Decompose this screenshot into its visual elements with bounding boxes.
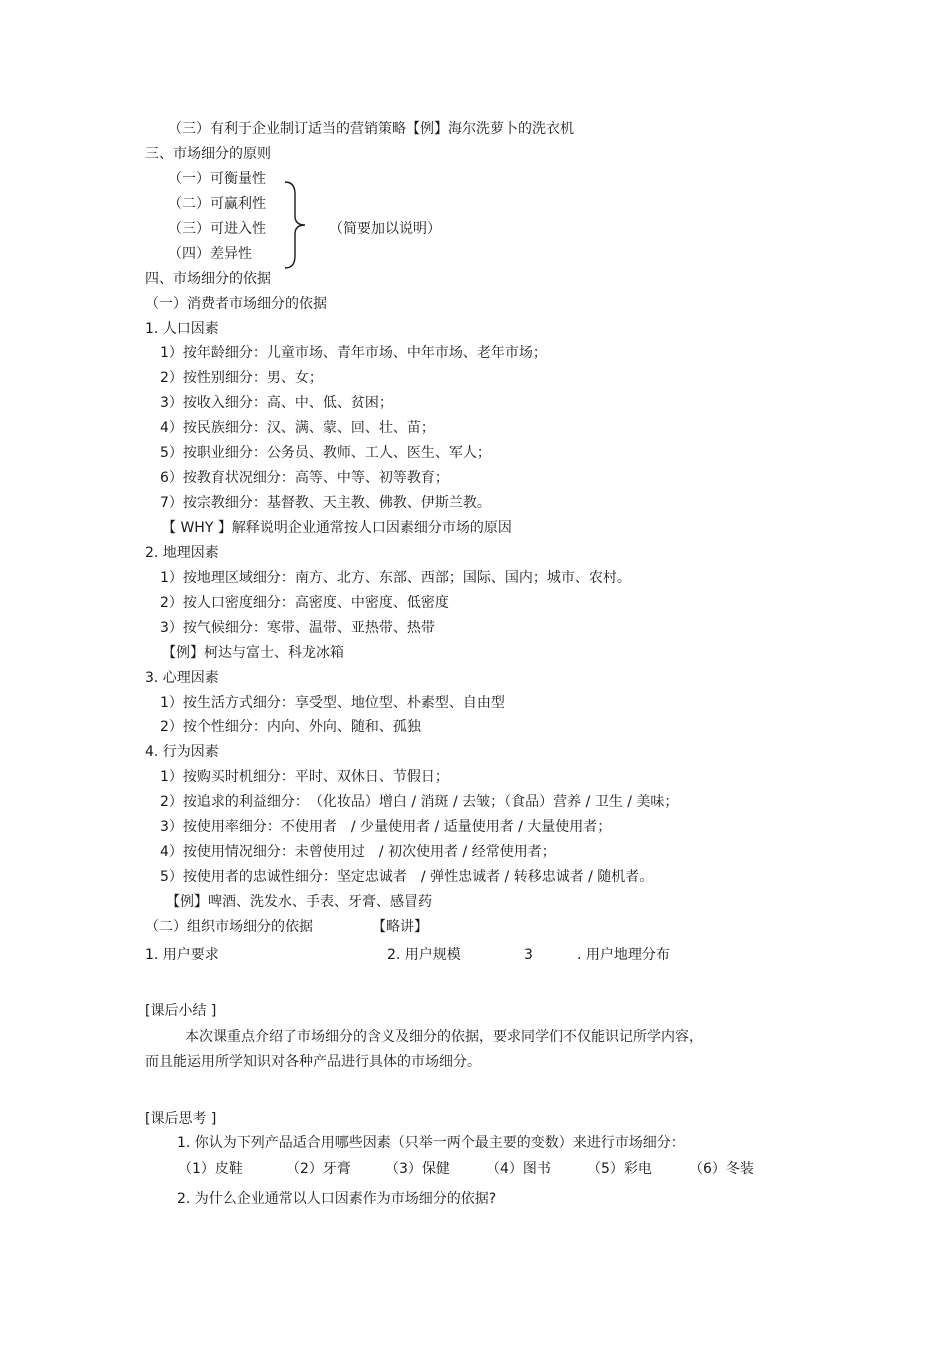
subsection-heading: （二）组织市场细分的依据 bbox=[145, 919, 313, 935]
example-note: 【例】啤酒、洗发水、手表、牙膏、感冒药 bbox=[166, 894, 432, 910]
summary-text: 本次课重点介绍了市场细分的含义及细分的依据，要求同学们不仅能识记所学内容， bbox=[185, 1029, 703, 1045]
example-note: 【例】柯达与富士、科龙冰箱 bbox=[162, 645, 344, 661]
list-item: 2）按个性细分：内向、外向、随和、孤独 bbox=[160, 719, 421, 735]
list-item: 2）按性别细分：男、女； bbox=[160, 370, 323, 386]
factor-heading: 3. 心理因素 bbox=[145, 670, 219, 686]
list-item: 1）按购买时机细分：平时、双休日、节假日； bbox=[160, 769, 449, 785]
product-option: （3）保健 bbox=[385, 1161, 450, 1177]
product-option: （4）图书 bbox=[486, 1161, 551, 1177]
section-heading: 三、市场细分的原则 bbox=[145, 146, 271, 162]
product-option: （5）彩电 bbox=[587, 1161, 652, 1177]
list-item: 3）按使用率细分：不使用者 / 少量使用者 / 适量使用者 / 大量使用者； bbox=[160, 819, 612, 835]
list-item: 2）按追求的利益细分： （化妆品）增白 / 消斑 / 去皱；（食品）营养 / 卫生 / 美味； bbox=[160, 794, 679, 810]
why-note: 【 WHY 】解释说明企业通常按人口因素细分市场的原因 bbox=[162, 520, 512, 536]
product-option: （6）冬装 bbox=[689, 1161, 754, 1177]
list-item: 1）按年龄细分：儿童市场、青年市场、中年市场、老年市场； bbox=[160, 345, 547, 361]
factor-heading: 1. 人口因素 bbox=[145, 321, 219, 337]
list-item: 3）按收入细分：高、中、低、贫困； bbox=[160, 395, 393, 411]
summary-heading: [课后小结 ] bbox=[145, 1003, 217, 1019]
summary-text: 而且能运用所学知识对各种产品进行具体的市场细分。 bbox=[145, 1054, 481, 1070]
list-item: 5）按职业细分：公务员、教师、工人、医生、军人； bbox=[160, 445, 491, 461]
org-item-number: 3 bbox=[524, 947, 533, 963]
list-item: 5）按使用者的忠诚性细分：坚定忠诚者 / 弹性忠诚者 / 转移忠诚者 / 随机者。 bbox=[160, 869, 654, 885]
factor-heading: 2. 地理因素 bbox=[145, 545, 219, 561]
text-line: （二）可赢利性 bbox=[168, 196, 266, 212]
list-item: 6）按教育状况细分：高等、中等、初等教育； bbox=[160, 470, 449, 486]
list-item: 4）按使用情况细分：未曾使用过 / 初次使用者 / 经常使用者； bbox=[160, 844, 556, 860]
brief-tag: 【略讲】 bbox=[372, 919, 428, 935]
list-item: 2）按人口密度细分：高密度、中密度、低密度 bbox=[160, 595, 449, 611]
org-item: 2. 用户规模 bbox=[387, 947, 461, 963]
product-option: （2）牙膏 bbox=[286, 1161, 351, 1177]
curly-brace-icon bbox=[283, 180, 307, 270]
list-item: 7）按宗教细分：基督教、天主教、佛教、伊斯兰教。 bbox=[160, 495, 491, 511]
subsection-heading: （一）消费者市场细分的依据 bbox=[145, 296, 327, 312]
text-line: （一）可衡量性 bbox=[168, 171, 266, 187]
question: 2. 为什么企业通常以人口因素作为市场细分的依据? bbox=[177, 1191, 497, 1207]
question: 1. 你认为下列产品适合用哪些因素（只举一两个最主要的变数）来进行市场细分： bbox=[177, 1135, 685, 1151]
reflection-heading: [课后思考 ] bbox=[145, 1111, 217, 1127]
factor-heading: 4. 行为因素 bbox=[145, 744, 219, 760]
product-option: （1）皮鞋 bbox=[178, 1161, 243, 1177]
org-item: 1. 用户要求 bbox=[145, 947, 219, 963]
text-line: （四）差异性 bbox=[168, 246, 252, 262]
list-item: 4）按民族细分：汉、满、蒙、回、壮、苗； bbox=[160, 420, 435, 436]
text-line: （三）可进入性 bbox=[168, 221, 266, 237]
list-item: 3）按气候细分：寒带、温带、亚热带、热带 bbox=[160, 620, 435, 636]
org-item: . 用户地理分布 bbox=[577, 947, 670, 963]
list-item: 1）按地理区域细分：南方、北方、东部、西部；国际、国内；城市、农村。 bbox=[160, 570, 631, 586]
section-heading: 四、市场细分的依据 bbox=[145, 271, 271, 287]
brace-note: （简要加以说明） bbox=[329, 221, 441, 237]
text-line: （三）有利于企业制订适当的营销策略【例】海尔洗萝卜的洗衣机 bbox=[168, 121, 574, 137]
list-item: 1）按生活方式细分：享受型、地位型、朴素型、自由型 bbox=[160, 695, 505, 711]
